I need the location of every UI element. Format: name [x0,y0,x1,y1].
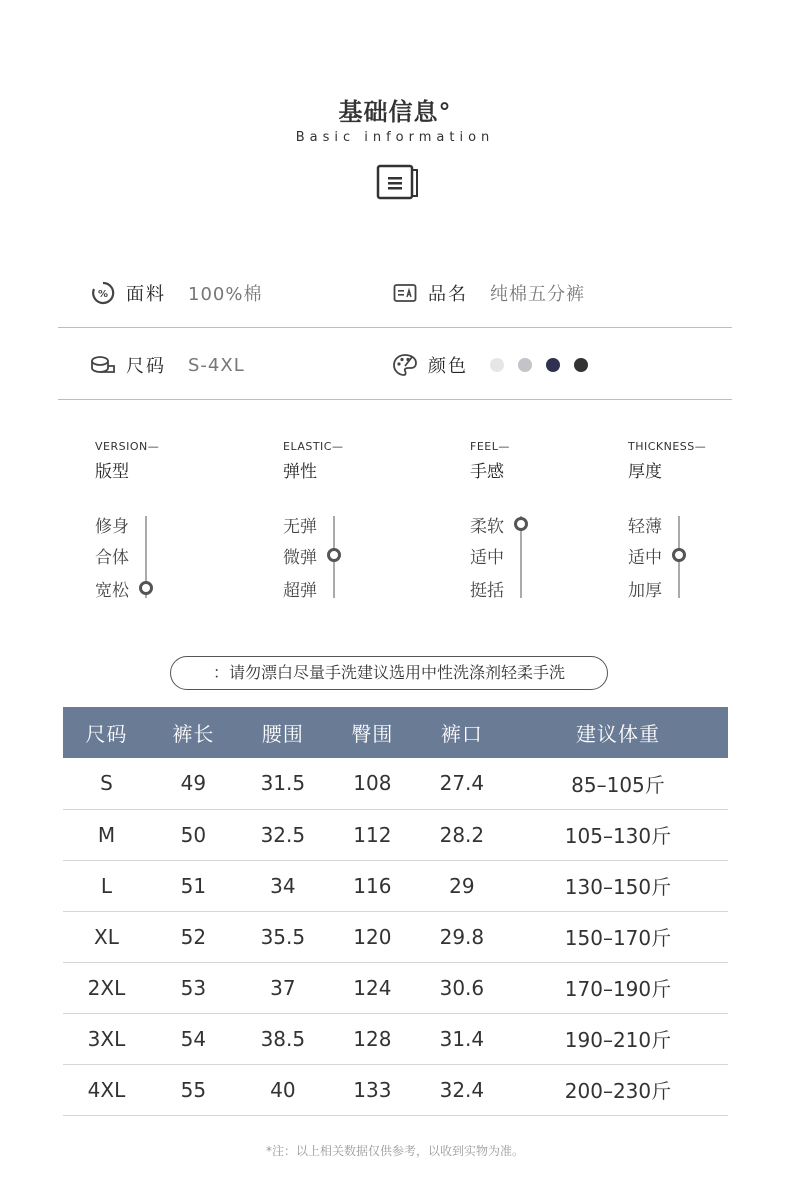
table-cell: 31.4 [416,1013,508,1064]
table-row [63,809,728,860]
table-cell: 4XL [63,1064,150,1115]
table-cell: 27.4 [416,758,508,809]
table-cell: 133 [329,1064,416,1115]
scale-indicator-icon [139,581,153,595]
table-cell: 31.5 [237,758,329,809]
color-cell [392,330,588,400]
table-cell: 28.2 [416,809,508,860]
palette-icon [392,352,418,378]
size-value: S-4XL [188,354,245,376]
table-row [63,758,728,809]
table-row [63,1013,728,1064]
scale-option: 挺括 [470,581,504,601]
scale-option: 合体 [95,548,129,568]
table-row [63,860,728,911]
table-cell: 32.4 [416,1064,508,1115]
table-header-cell: 裤口 [416,707,508,758]
attribute-scale [470,440,630,610]
scale-option: 微弹 [283,548,317,568]
table-cell: 3XL [63,1013,150,1064]
table-cell: 38.5 [237,1013,329,1064]
id-card-icon [392,280,418,306]
attribute-zh-label: 版型 [95,462,129,482]
table-cell: 51 [150,860,237,911]
table-cell: S [63,758,150,809]
table-cell: 35.5 [237,911,329,962]
info-row-size-color [58,330,732,400]
table-cell: 49 [150,758,237,809]
color-swatch [490,358,504,372]
size-label: 尺码 [126,356,166,377]
material-cell [90,258,262,328]
scale-option: 宽松 [95,581,129,601]
page-subtitle: Basic information [295,130,495,145]
scale-option: 适中 [470,548,504,568]
table-cell: 50 [150,809,237,860]
table-cell: 30.6 [416,962,508,1013]
table-cell: 170–190斤 [508,962,728,1013]
attribute-en-label: ELASTIC— [283,440,344,453]
material-value: 100%棉 [188,284,263,305]
scale-option: 轻薄 [628,517,662,537]
attribute-scale [628,440,788,610]
color-swatch [574,358,588,372]
tape-measure-icon [90,352,116,378]
table-header-cell: 裤长 [150,707,237,758]
scale-indicator-icon [514,517,528,531]
table-cell: 124 [329,962,416,1013]
svg-text:%: % [97,289,109,300]
attribute-en-label: VERSION— [95,440,160,453]
table-cell: 37 [237,962,329,1013]
product-value: 纯棉五分裤 [490,284,585,305]
scale-option: 超弹 [283,581,317,601]
scale-option: 柔软 [470,517,504,537]
percent-circle-icon [90,280,116,306]
table-cell: 54 [150,1013,237,1064]
scale-indicator-icon [672,548,686,562]
table-cell: 200–230斤 [508,1064,728,1115]
table-cell: 128 [329,1013,416,1064]
table-cell: XL [63,911,150,962]
table-cell: L [63,860,150,911]
table-cell: 190–210斤 [508,1013,728,1064]
table-cell: 55 [150,1064,237,1115]
scale-option: 适中 [628,548,662,568]
table-cell: 40 [237,1064,329,1115]
table-cell: 52 [150,911,237,962]
scale-option: 修身 [95,517,129,537]
table-row [63,1064,728,1115]
attribute-zh-label: 厚度 [628,462,662,482]
info-row-material-product [58,258,732,328]
footnote: *注：以上相关数据仅供参考，以收到实物为准。 [265,1144,524,1158]
attribute-en-label: THICKNESS— [628,440,707,453]
table-cell: M [63,809,150,860]
scale-indicator-icon [327,548,341,562]
table-header-cell: 臀围 [329,707,416,758]
table-cell: 29 [416,860,508,911]
material-label: 面料 [126,284,166,305]
table-header-row [63,707,728,758]
color-label: 颜色 [428,356,468,377]
table-row [63,962,728,1013]
table-cell: 34 [237,860,329,911]
care-notice: ：请勿漂白尽量手洗建议选用中性洗涤剂轻柔手洗 [170,656,608,690]
table-cell: 150–170斤 [508,911,728,962]
table-cell: 53 [150,962,237,1013]
attribute-en-label: FEEL— [470,440,510,453]
scale-option: 无弹 [283,517,317,537]
attribute-zh-label: 手感 [470,462,504,482]
product-label: 品名 [428,284,468,305]
size-cell [90,330,245,400]
attribute-zh-label: 弹性 [283,462,317,482]
book-icon [372,162,420,202]
scale-option: 加厚 [628,581,662,601]
table-cell: 85–105斤 [508,758,728,809]
table-header-cell: 腰围 [237,707,329,758]
table-cell: 29.8 [416,911,508,962]
product-cell [392,258,585,328]
table-cell: 32.5 [237,809,329,860]
attribute-scale [283,440,443,610]
table-header-cell: 建议体重 [508,707,728,758]
color-swatch [546,358,560,372]
table-header-cell: 尺码 [63,707,150,758]
table-cell: 108 [329,758,416,809]
page-title: 基础信息° [338,98,452,126]
color-swatches [490,358,588,372]
table-cell: 130–150斤 [508,860,728,911]
attribute-scale [95,440,255,610]
size-table [63,707,728,1116]
table-cell: 105–130斤 [508,809,728,860]
table-cell: 116 [329,860,416,911]
table-cell: 112 [329,809,416,860]
table-cell: 120 [329,911,416,962]
color-swatch [518,358,532,372]
table-cell: 2XL [63,962,150,1013]
table-row [63,911,728,962]
